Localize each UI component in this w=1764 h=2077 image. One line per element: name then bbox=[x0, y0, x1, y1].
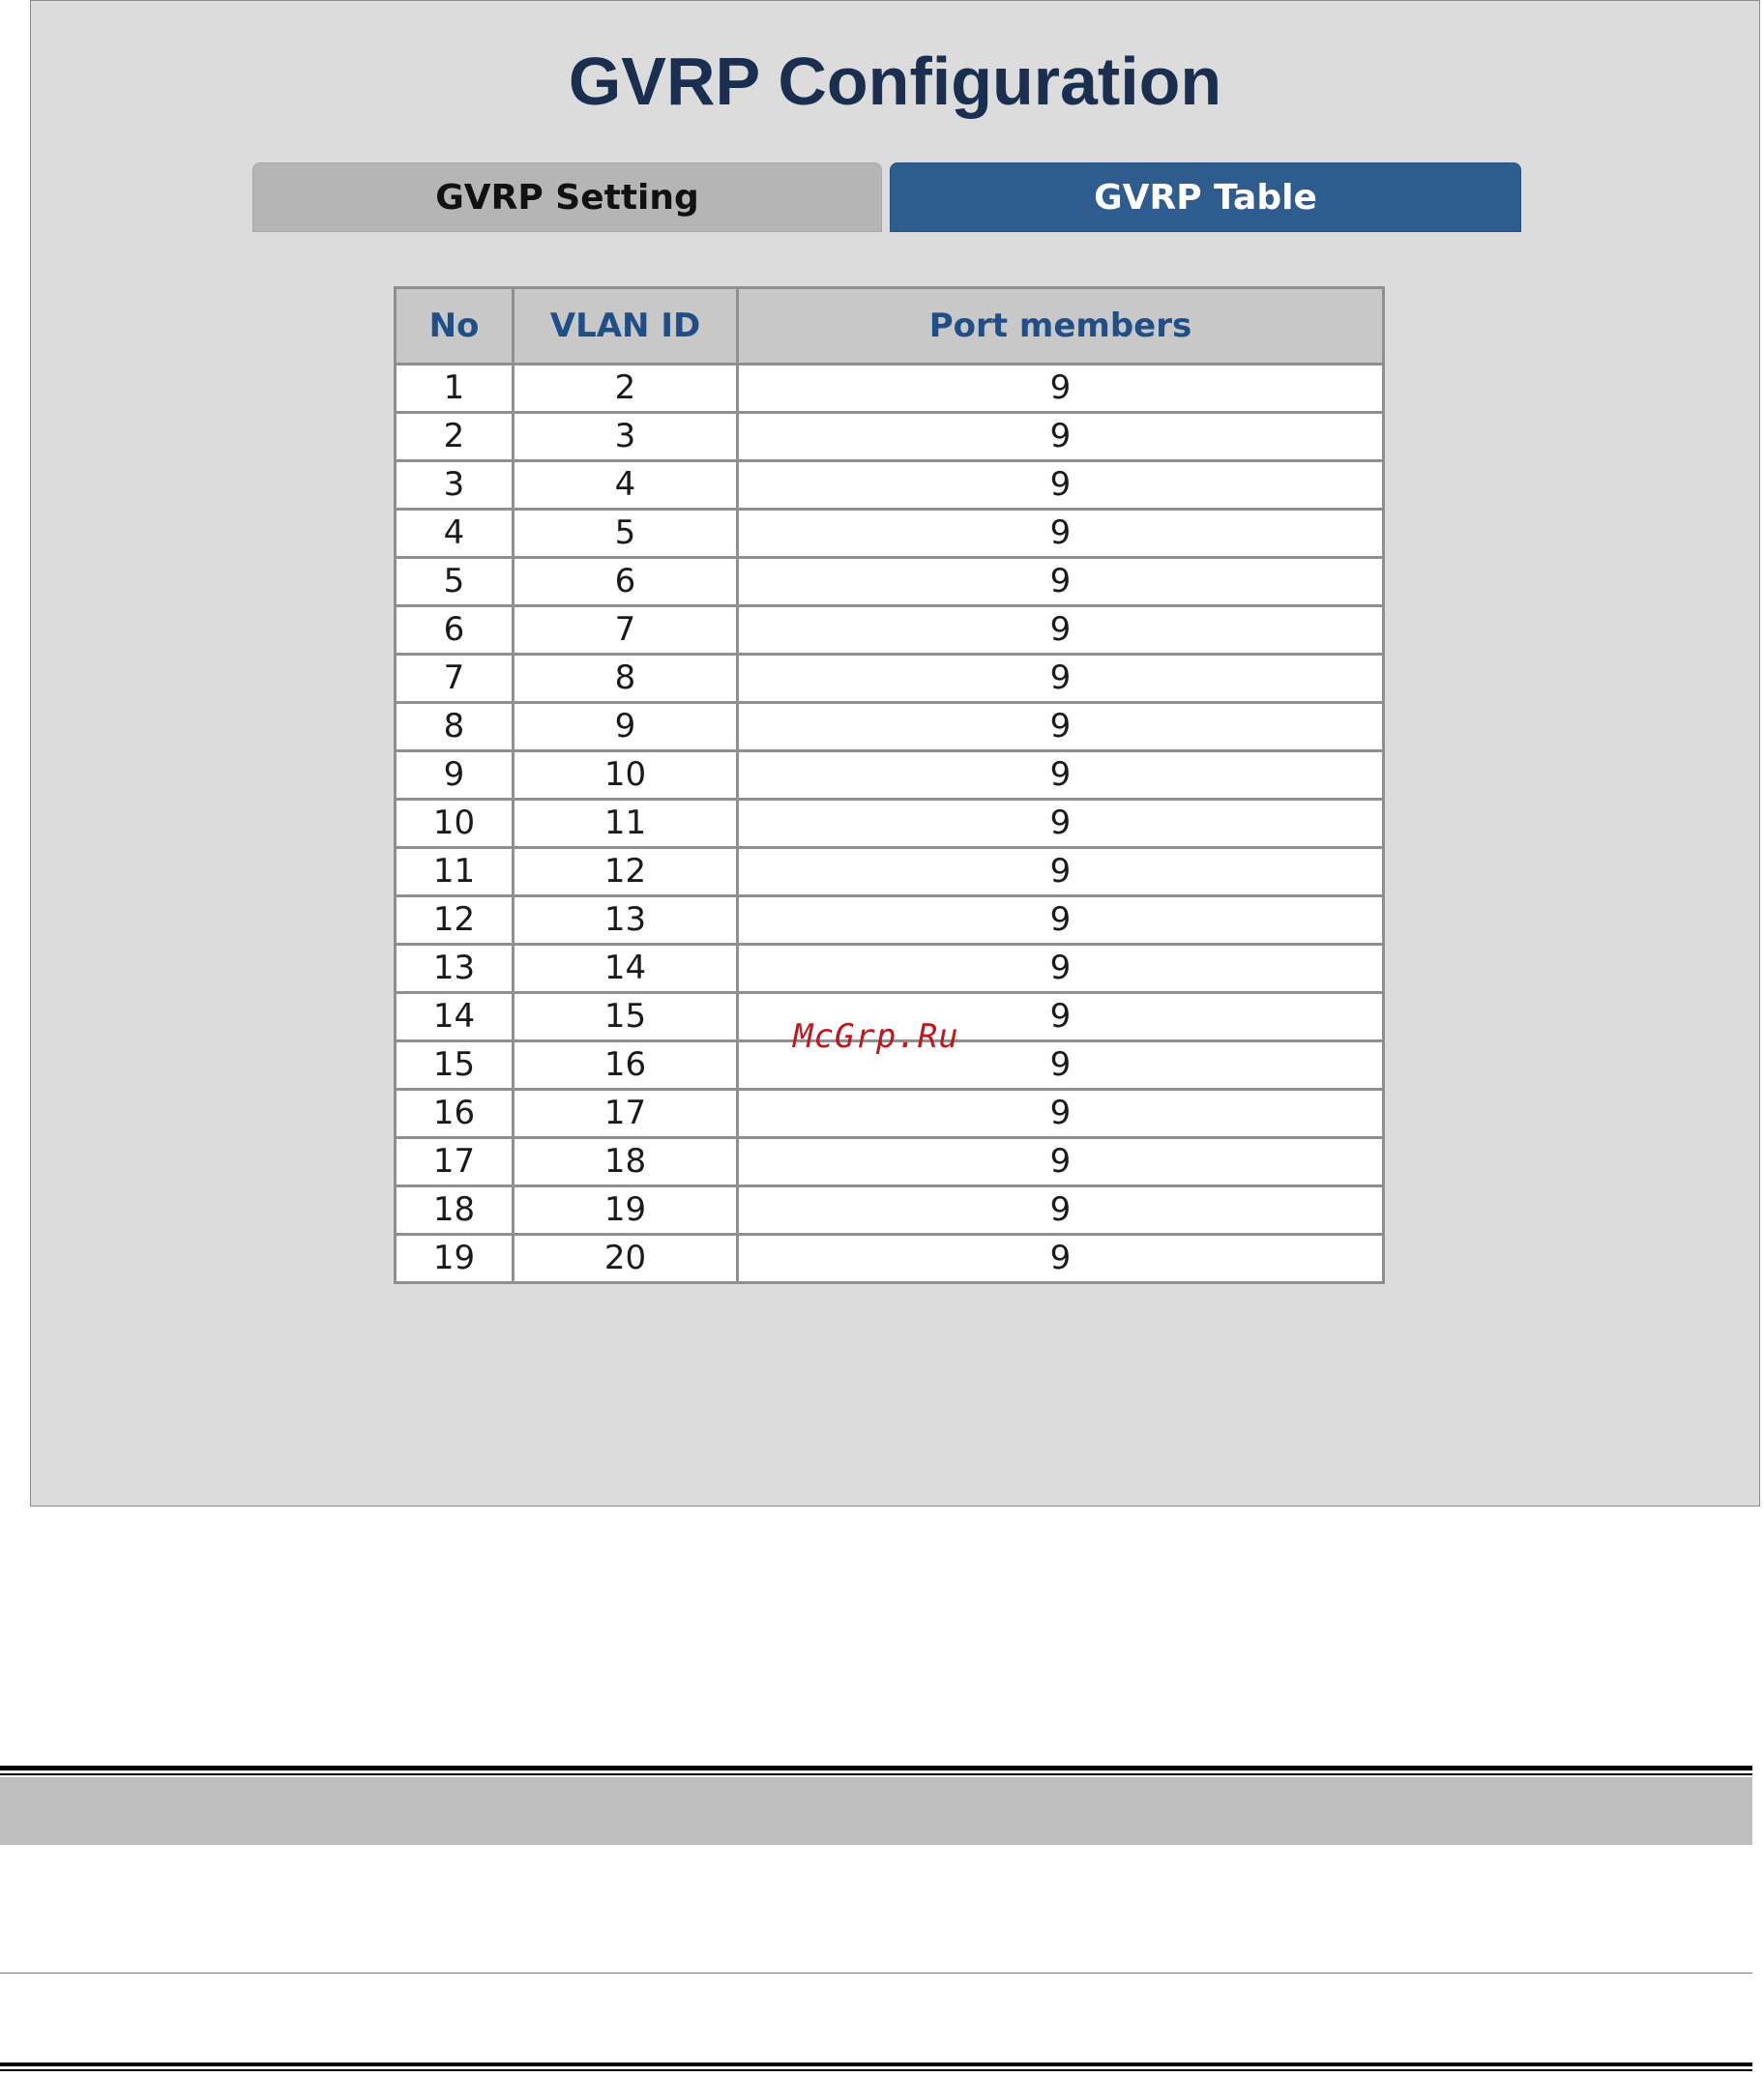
column-header-port-members: Port members bbox=[738, 288, 1384, 365]
cell-vlan-id: 5 bbox=[514, 510, 738, 558]
cell-no: 15 bbox=[396, 1041, 514, 1090]
section-bottom-rule bbox=[0, 2062, 1752, 2066]
cell-port-members: 9 bbox=[738, 413, 1384, 461]
table-header-row bbox=[396, 288, 1384, 365]
cell-port-members: 9 bbox=[738, 606, 1384, 655]
gvrp-table bbox=[394, 286, 1385, 1284]
gvrp-configuration-panel bbox=[30, 0, 1760, 1507]
cell-vlan-id: 20 bbox=[514, 1235, 738, 1283]
table-row bbox=[396, 461, 1384, 510]
cell-port-members: 9 bbox=[738, 461, 1384, 510]
column-header-vlan-id: VLAN ID bbox=[514, 288, 738, 365]
cell-no: 3 bbox=[396, 461, 514, 510]
cell-no: 2 bbox=[396, 413, 514, 461]
cell-vlan-id: 16 bbox=[514, 1041, 738, 1090]
cell-vlan-id: 8 bbox=[514, 655, 738, 703]
table-row bbox=[396, 606, 1384, 655]
table-row bbox=[396, 510, 1384, 558]
cell-vlan-id: 3 bbox=[514, 413, 738, 461]
cell-port-members: 9 bbox=[738, 510, 1384, 558]
cell-no: 18 bbox=[396, 1186, 514, 1235]
cell-port-members: 9 bbox=[738, 1090, 1384, 1138]
cell-vlan-id: 4 bbox=[514, 461, 738, 510]
table-row bbox=[396, 413, 1384, 461]
cell-no: 9 bbox=[396, 751, 514, 800]
cell-port-members: 9 bbox=[738, 655, 1384, 703]
table-row bbox=[396, 896, 1384, 945]
cell-no: 17 bbox=[396, 1138, 514, 1186]
column-header-no: No bbox=[396, 288, 514, 365]
table-row bbox=[396, 1235, 1384, 1283]
cell-vlan-id: 18 bbox=[514, 1138, 738, 1186]
cell-no: 1 bbox=[396, 365, 514, 413]
cell-no: 16 bbox=[396, 1090, 514, 1138]
cell-vlan-id: 9 bbox=[514, 703, 738, 751]
cell-port-members: 9 bbox=[738, 993, 1384, 1041]
page-title: GVRP Configuration bbox=[568, 44, 1222, 119]
cell-port-members: 9 bbox=[738, 1138, 1384, 1186]
cell-vlan-id: 13 bbox=[514, 896, 738, 945]
section-top-rule bbox=[0, 1766, 1752, 1770]
cell-no: 4 bbox=[396, 510, 514, 558]
cell-no: 7 bbox=[396, 655, 514, 703]
cell-port-members: 9 bbox=[738, 945, 1384, 993]
cell-vlan-id: 6 bbox=[514, 558, 738, 606]
cell-no: 13 bbox=[396, 945, 514, 993]
cell-no: 5 bbox=[396, 558, 514, 606]
cell-port-members: 9 bbox=[738, 1235, 1384, 1283]
cell-port-members: 9 bbox=[738, 848, 1384, 896]
cell-no: 19 bbox=[396, 1235, 514, 1283]
cell-port-members: 9 bbox=[738, 896, 1384, 945]
tab-gvrp-table[interactable]: GVRP Table bbox=[890, 162, 1521, 232]
cell-no: 10 bbox=[396, 800, 514, 848]
cell-port-members: 9 bbox=[738, 1041, 1384, 1090]
tab-gvrp-setting[interactable]: GVRP Setting bbox=[252, 162, 882, 232]
cell-port-members: 9 bbox=[738, 800, 1384, 848]
section-bottom-rule-thin bbox=[0, 2069, 1752, 2071]
cell-port-members: 9 bbox=[738, 751, 1384, 800]
cell-vlan-id: 2 bbox=[514, 365, 738, 413]
table-row bbox=[396, 800, 1384, 848]
cell-vlan-id: 7 bbox=[514, 606, 738, 655]
cell-port-members: 9 bbox=[738, 558, 1384, 606]
cell-vlan-id: 12 bbox=[514, 848, 738, 896]
cell-port-members: 9 bbox=[738, 703, 1384, 751]
cell-vlan-id: 19 bbox=[514, 1186, 738, 1235]
section-top-rule-thin bbox=[0, 1773, 1752, 1775]
section-header-band bbox=[0, 1777, 1752, 1845]
table-row bbox=[396, 945, 1384, 993]
table-row bbox=[396, 655, 1384, 703]
section-divider bbox=[0, 1973, 1752, 1974]
table-row bbox=[396, 751, 1384, 800]
table-row bbox=[396, 703, 1384, 751]
cell-no: 8 bbox=[396, 703, 514, 751]
cell-port-members: 9 bbox=[738, 1186, 1384, 1235]
cell-vlan-id: 14 bbox=[514, 945, 738, 993]
cell-no: 11 bbox=[396, 848, 514, 896]
table-row bbox=[396, 558, 1384, 606]
cell-no: 14 bbox=[396, 993, 514, 1041]
cell-vlan-id: 11 bbox=[514, 800, 738, 848]
table-row bbox=[396, 1138, 1384, 1186]
table-body bbox=[396, 365, 1384, 1283]
table-row bbox=[396, 1090, 1384, 1138]
cell-no: 12 bbox=[396, 896, 514, 945]
cell-no: 6 bbox=[396, 606, 514, 655]
cell-vlan-id: 17 bbox=[514, 1090, 738, 1138]
table-row bbox=[396, 1186, 1384, 1235]
table-row bbox=[396, 848, 1384, 896]
cell-port-members: 9 bbox=[738, 365, 1384, 413]
table-row bbox=[396, 365, 1384, 413]
cell-vlan-id: 15 bbox=[514, 993, 738, 1041]
cell-vlan-id: 10 bbox=[514, 751, 738, 800]
watermark: McGrp.Ru bbox=[793, 1017, 959, 1056]
